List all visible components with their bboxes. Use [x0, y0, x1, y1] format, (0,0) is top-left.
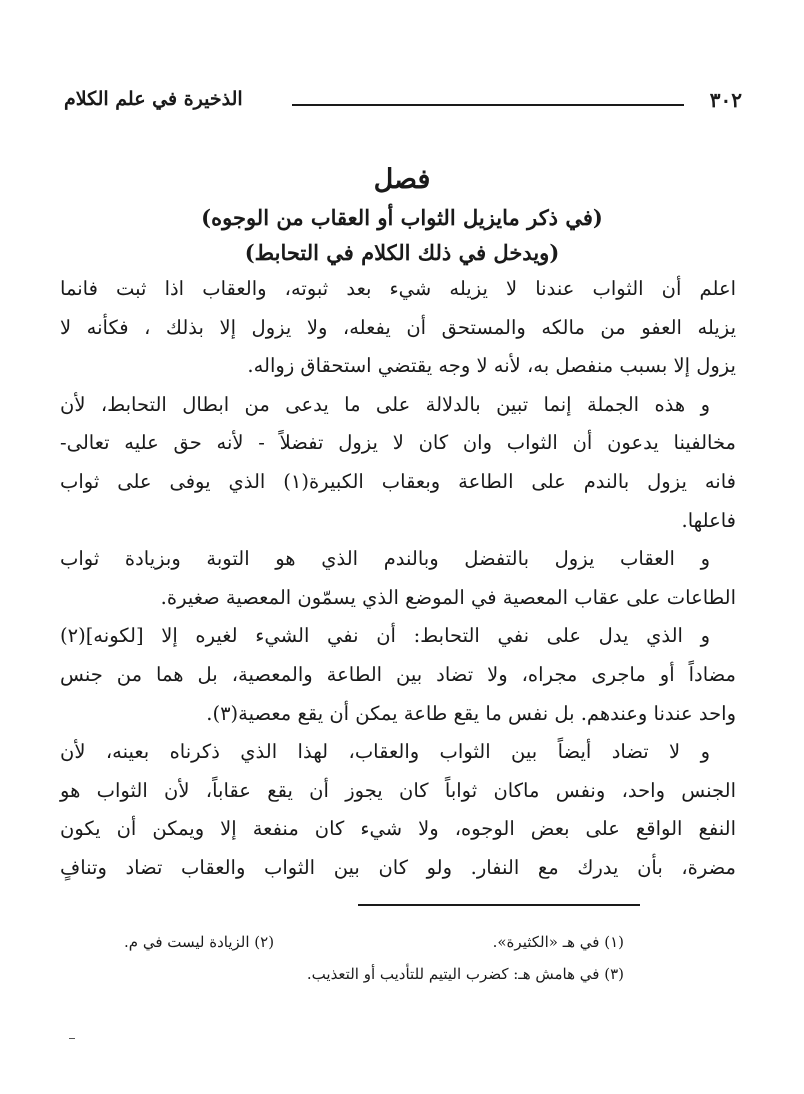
section-subtitle-2: (ويدخل في ذلك الكلام في التحابط) [244, 240, 560, 265]
section-subtitle-1: (في ذكر مايزيل الثواب أو العقاب من الوجوه) [201, 205, 603, 230]
footnote-rule [358, 904, 640, 906]
text-line: واحد عندنا وعندهم. بل نفس ما يقع طاعة يمكن أن يقع معصية(٣). [206, 701, 736, 725]
text-line: مضرة، بأن يدرك مع النفار. ولو كان بين الثواب والعقاب تضاد وتنافٍ [60, 855, 736, 879]
header-rule [292, 104, 684, 106]
margin-mark [69, 1038, 75, 1039]
text-line: و الذي يدل على نفي التحابط: أن نفي الشيء لغيره إلا [لكونه](٢) [60, 624, 710, 648]
section-title: فصل [373, 164, 431, 195]
footnotes [124, 926, 624, 990]
text-line: مخالفينا يدعون أن الثواب وان كان لا يزول تفضلاً - لأنه حق عليه تعالى- [60, 431, 736, 455]
text-line: يزيله العفو من مالكه والمستحق أن يفعله، ولا يزول إلا بذلك ، فكأنه لا [60, 315, 736, 339]
body-text [60, 270, 736, 888]
text-line: و العقاب يزول بالتفضل وبالندم الذي هو التوبة وبزيادة ثواب [60, 547, 710, 571]
text-line: مضاداً أو ماجرى مجراه، ولا تضاد بين الطاعة والمعصية، بل هما من جنس [60, 662, 736, 686]
text-line: الطاعات على عقاب المعصية في الموضع الذي يسمّون المعصية صغيرة. [160, 585, 736, 609]
text-line: و لا تضاد أيضاً بين الثواب والعقاب، لهذا الذي ذكرناه بعينه، لأن [60, 740, 710, 764]
text-line: و هذه الجملة إنما تبين بالدلالة على ما يدعى من ابطال التحابط، لأن [60, 392, 710, 416]
text-line: اعلم أن الثواب عندنا لا يزيله شيء بعد ثبوته، والعقاب اذا ثبت فانما [60, 277, 736, 300]
text-line: فاعلها. [681, 508, 736, 532]
text-line: الجنس واحد، ونفس ماكان ثواباً كان يجوز أن يقع عقاباً، لأن الثواب هو [60, 778, 736, 802]
footnote-1: (١) في هـ «الكثيرة». [492, 933, 624, 951]
text-line: يزول إلا بسبب منفصل به، لأنه لا وجه يقتضي استحقاق زواله. [247, 354, 736, 378]
book-title: الذخيرة في علم الكلام [64, 88, 243, 110]
text-line: النفع الواقع على بعض الوجوه، ولا شيء كان منفعة إلا ويمكن أن يكون [60, 817, 736, 841]
page-number: ٣٠٢ [709, 88, 742, 112]
running-header [64, 88, 742, 118]
section-heading [0, 160, 804, 270]
text-line: فانه يزول بالندم على الطاعة وبعقاب الكبيرة(١) الذي يوفى على ثواب [60, 469, 736, 493]
footnote-3: (٣) في هامش هـ: كضرب اليتيم للتأديب أو التعذيب. [306, 965, 624, 983]
footnote-2: (٢) الزيادة ليست في م. [124, 933, 275, 951]
